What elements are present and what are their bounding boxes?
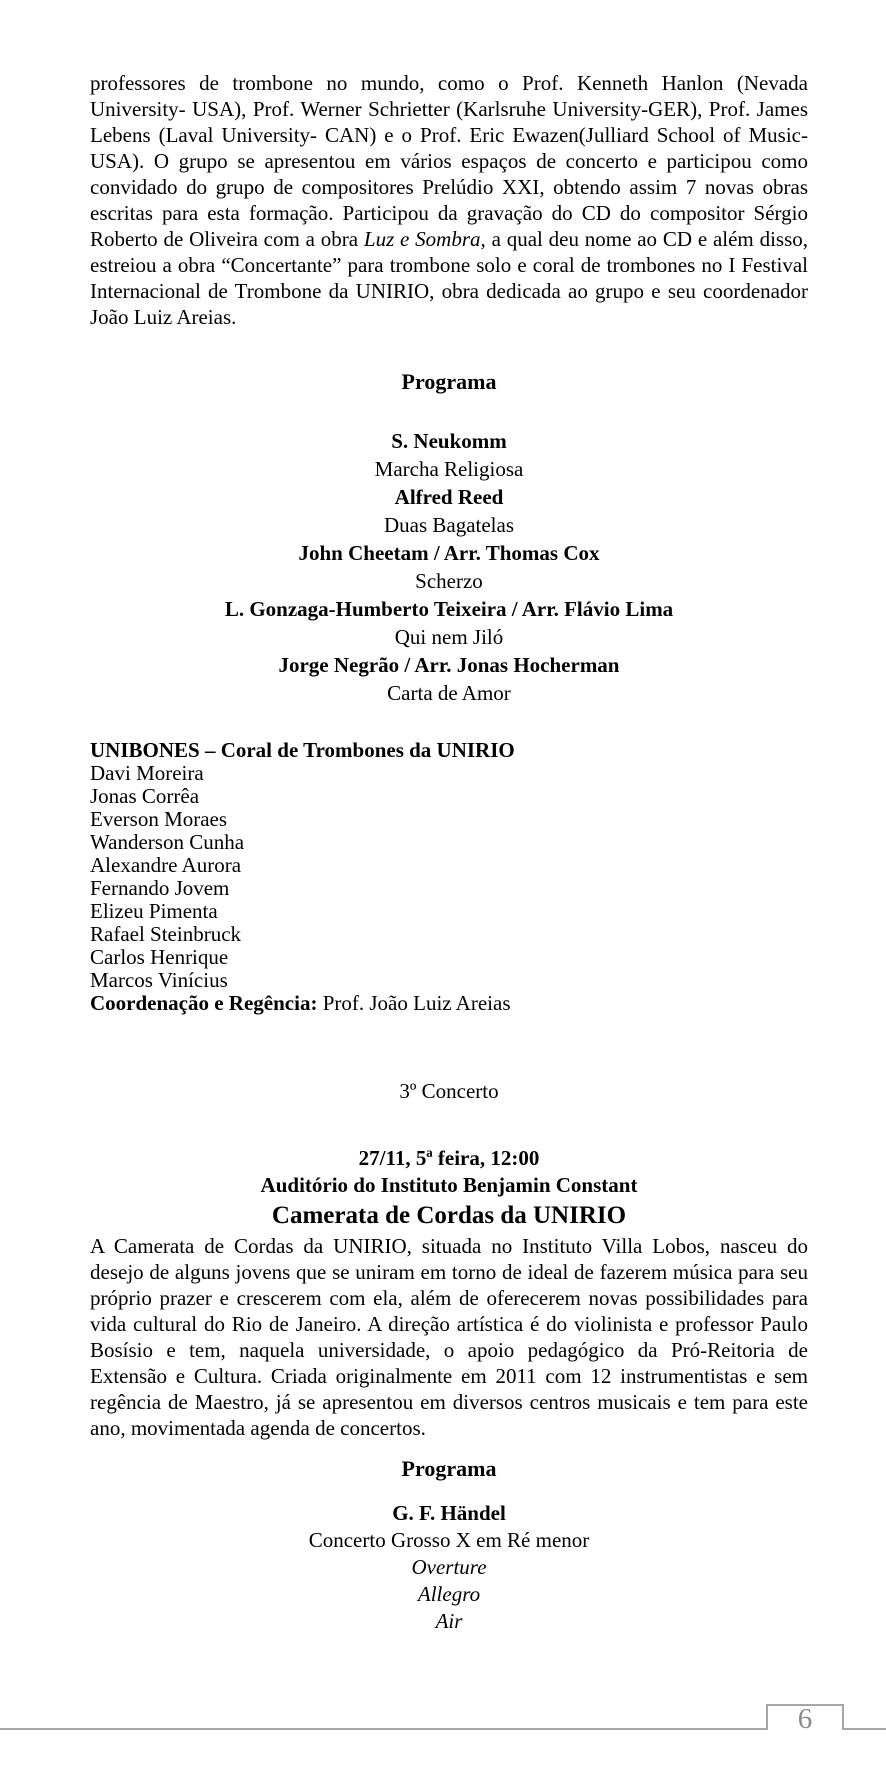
page-number: 6 [797,1702,813,1735]
program-2-composer: G. F. Händel [392,1501,506,1525]
program-piece-line: Scherzo [415,569,483,593]
coordination-line [90,992,808,1015]
coordination-label: Coordenação e Regência: [90,991,318,1015]
program-2-heading: Programa [401,1456,497,1481]
camerata-paragraph: A Camerata de Cordas da UNIRIO, situada no Instituto Villa Lobos, nasceu do desejo de alguns jovens que se uniram em torno de ideal de fazerem música para seu próprio prazer e crescerem com ela, além de oferecerem novas possibilidades para vida cultural do Rio de Janeiro. A direção artística é do violinista e professor Paulo Bosísio e tem, naquela universidade, o apoio pedagógico da Pró-Reitoria de Extensão e Cultura. Criada originalmente em 2011 com 12 instrumentistas e sem regência de Maestro, já se apresentou em diversos centros musicais e tem para este ano, movimentada agenda de concertos. [90,1234,808,1440]
unibones-member: Elizeu Pimenta [90,899,218,923]
unibones-member: Everson Moraes [90,807,228,831]
movement-line: Air [435,1609,463,1633]
program-composer-line: Jorge Negrão / Arr. Jonas Hocherman [278,653,620,677]
paragraph-segment: Luz e Sombra [363,227,481,251]
unibones-member: Carlos Henrique [90,945,229,969]
unibones-member: Jonas Corrêa [90,784,200,808]
unibones-member: Rafael Steinbruck [90,922,242,946]
footer-rule [0,1728,886,1730]
program-piece-line: Marcha Religiosa [374,457,524,481]
program-piece-line: Qui nem Jiló [394,625,504,649]
unibones-member: Davi Moreira [90,761,204,785]
coordination-value: Prof. João Luiz Areias [317,991,511,1015]
intro-paragraph [90,70,808,330]
unibones-member-list [90,762,808,992]
program-composer-line: L. Gonzaga-Humberto Teixeira / Arr. Flávio Lima [224,597,674,621]
program-2-work: Concerto Grosso X em Ré menor [308,1528,590,1552]
concert-3-datetime: 27/11, 5ª feira, 12:00 [358,1146,540,1170]
unibones-heading: UNIBONES – Coral de Trombones da UNIRIO [90,738,515,762]
program-2-block [90,1500,808,1635]
program-1-heading: Programa [401,369,497,394]
unibones-member: Fernando Jovem [90,876,230,900]
program-piece-line: Carta de Amor [387,681,511,705]
program-1-list [90,427,808,707]
movement-line: Allegro [417,1582,481,1606]
unibones-section [90,739,808,1015]
concert-3-title: 3º Concerto [399,1079,499,1103]
concert-3-ensemble: Camerata de Cordas da UNIRIO [271,1202,627,1229]
program-2-movements [90,1554,808,1635]
movement-line: Overture [411,1555,487,1579]
unibones-member: Alexandre Aurora [90,853,242,877]
program-piece-line: Duas Bagatelas [383,513,515,537]
program-composer-line: S. Neukomm [391,429,507,453]
concert-3-header [90,1145,808,1233]
unibones-member: Wanderson Cunha [90,830,245,854]
program-composer-line: Alfred Reed [394,485,504,509]
concert-3-venue: Auditório do Instituto Benjamin Constant [260,1173,638,1197]
program-composer-line: John Cheetam / Arr. Thomas Cox [298,541,600,565]
page-number-box [766,1702,844,1735]
paragraph-segment: , a qual deu nome ao CD e além disso, estreiou a obra “Concertante” para trombone solo e coral de trombones no I Festival Internacional de Trombone da UNIRIO, obra dedicada ao grupo e seu coordenador João Luiz Areias. [90,227,808,329]
unibones-member: Marcos Vinícius [90,968,228,992]
paragraph-segment: professores de trombone no mundo, como o Prof. Kenneth Hanlon (Nevada University- USA), Prof. Werner Schrietter (Karlsruhe University-GER), Prof. James Lebens (Laval University- CAN) e o Prof. Eric Ewazen(Julliard School of Music-USA). O grupo se apresentou em vários espaços de concerto e participou como convidado do grupo de compositores Prelúdio XXI, obtendo assim 7 novas obras escritas para esta formação. Participou da gravação do CD do compositor Sérgio Roberto de Oliveira com a obra [90,71,808,251]
